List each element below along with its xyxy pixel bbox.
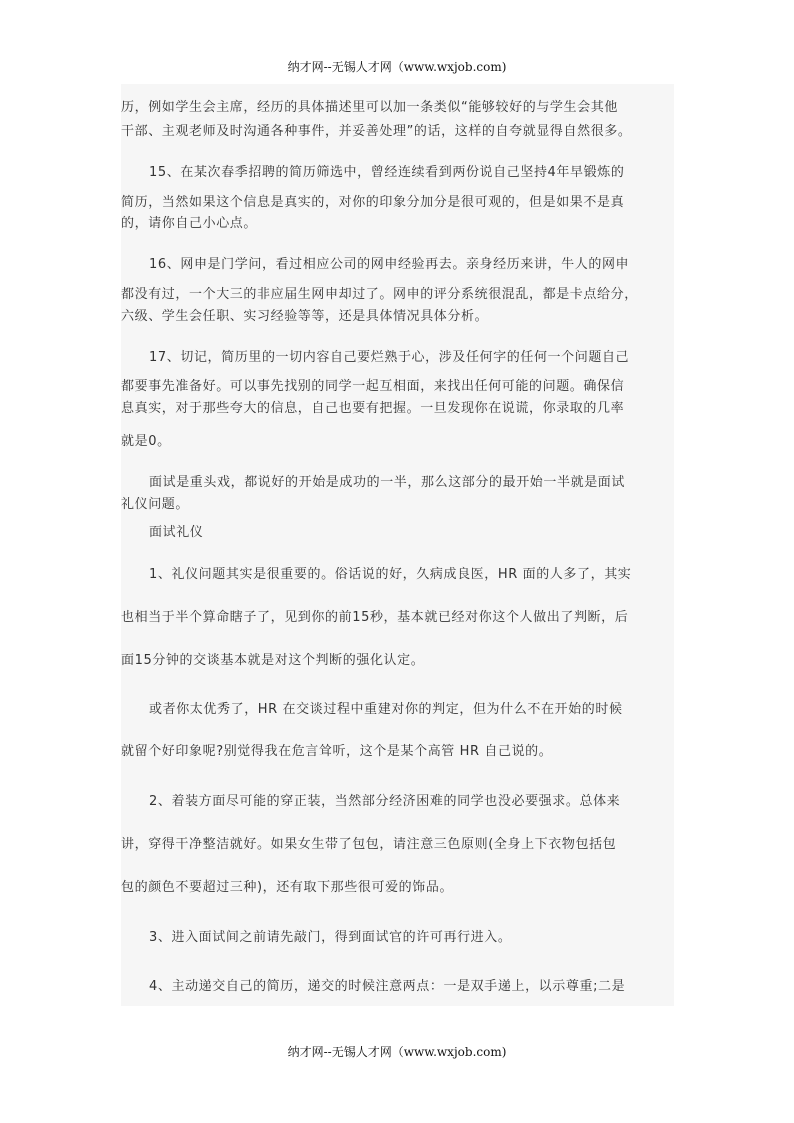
text-line: 面试是重头戏，都说好的开始是成功的一半，那么这部分的最开始一半就是面试 — [149, 475, 626, 490]
text-line: 都没有过，一个大三的非应届生网申却过了。网申的评分系统很混乱，都是卡点给分， — [121, 287, 638, 302]
section-heading: 面试礼仪 — [149, 525, 204, 540]
text-line: 就留个好印象呢?别觉得我在危言耸听，这个是某个高管 HR 自己说的。 — [121, 744, 553, 759]
text-line: 4、主动递交自己的简历，递交的时候注意两点：一是双手递上，以示尊重;二是 — [149, 979, 626, 994]
text-line: 1、礼仪问题其实是很重要的。俗话说的好，久病成良医，HR 面的人多了，其实 — [149, 567, 632, 582]
text-line: 3、进入面试间之前请先敲门，得到面试官的许可再行进入。 — [149, 930, 512, 945]
text-line: 都要事先准备好。可以事先找别的同学一起互相面，来找出任何可能的问题。确保信 — [121, 379, 625, 394]
text-line: 就是0。 — [121, 434, 171, 449]
text-line: 的，请你自己小心点。 — [121, 216, 258, 231]
text-line: 17、切记，简历里的一切内容自己要烂熟于心，涉及任何字的任何一个问题自己 — [149, 350, 630, 365]
text-line: 或者你太优秀了，HR 在交谈过程中重建对你的判定，但为什么不在开始的时候 — [149, 702, 623, 717]
text-line: 也相当于半个算命瞎子了，见到你的前15秒，基本就已经对你这个人做出了判断，后 — [121, 610, 629, 625]
text-line: 礼仪问题。 — [121, 497, 190, 512]
text-line: 简历，当然如果这个信息是真实的，对你的印象分加分是很可观的，但是如果不是真 — [121, 195, 625, 210]
text-line: 15、在某次春季招聘的简历筛选中，曾经连续看到两份说自己坚持4年早锻炼的 — [149, 165, 625, 180]
text-line: 包的颜色不要超过三种)，还有取下那些很可爱的饰品。 — [121, 880, 454, 895]
text-line: 16、网申是门学问，看过相应公司的网申经验再去。亲身经历来讲，牛人的网申 — [149, 257, 630, 272]
text-line: 干部、主观老师及时沟通各种事件，并妥善处理”的话，这样的自夸就显得自然很多。 — [121, 124, 632, 139]
text-line: 讲，穿得干净整洁就好。如果女生带了包包，请注意三色原则(全身上下衣物包括包 — [121, 837, 617, 852]
text-line: 六级、学生会任职、实习经验等等，还是具体情况具体分析。 — [121, 309, 489, 324]
page-footer: 纳才网--无锡人才网（www.wxjob.com) — [287, 1045, 507, 1059]
text-line: 2、着装方面尽可能的穿正装，当然部分经济困难的同学也没必要强求。总体来 — [149, 794, 621, 809]
text-line: 面15分钟的交谈基本就是对这个判断的强化认定。 — [121, 653, 425, 668]
text-line: 历，例如学生会主席，经历的具体描述里可以加一条类似“能够较好的与学生会其他 — [121, 100, 618, 115]
text-line: 息真实，对于那些夸大的信息，自己也要有把握。一旦发现你在说谎，你录取的几率 — [121, 401, 625, 416]
document-body — [121, 84, 674, 1006]
page-header: 纳才网--无锡人才网（www.wxjob.com) — [287, 60, 507, 74]
